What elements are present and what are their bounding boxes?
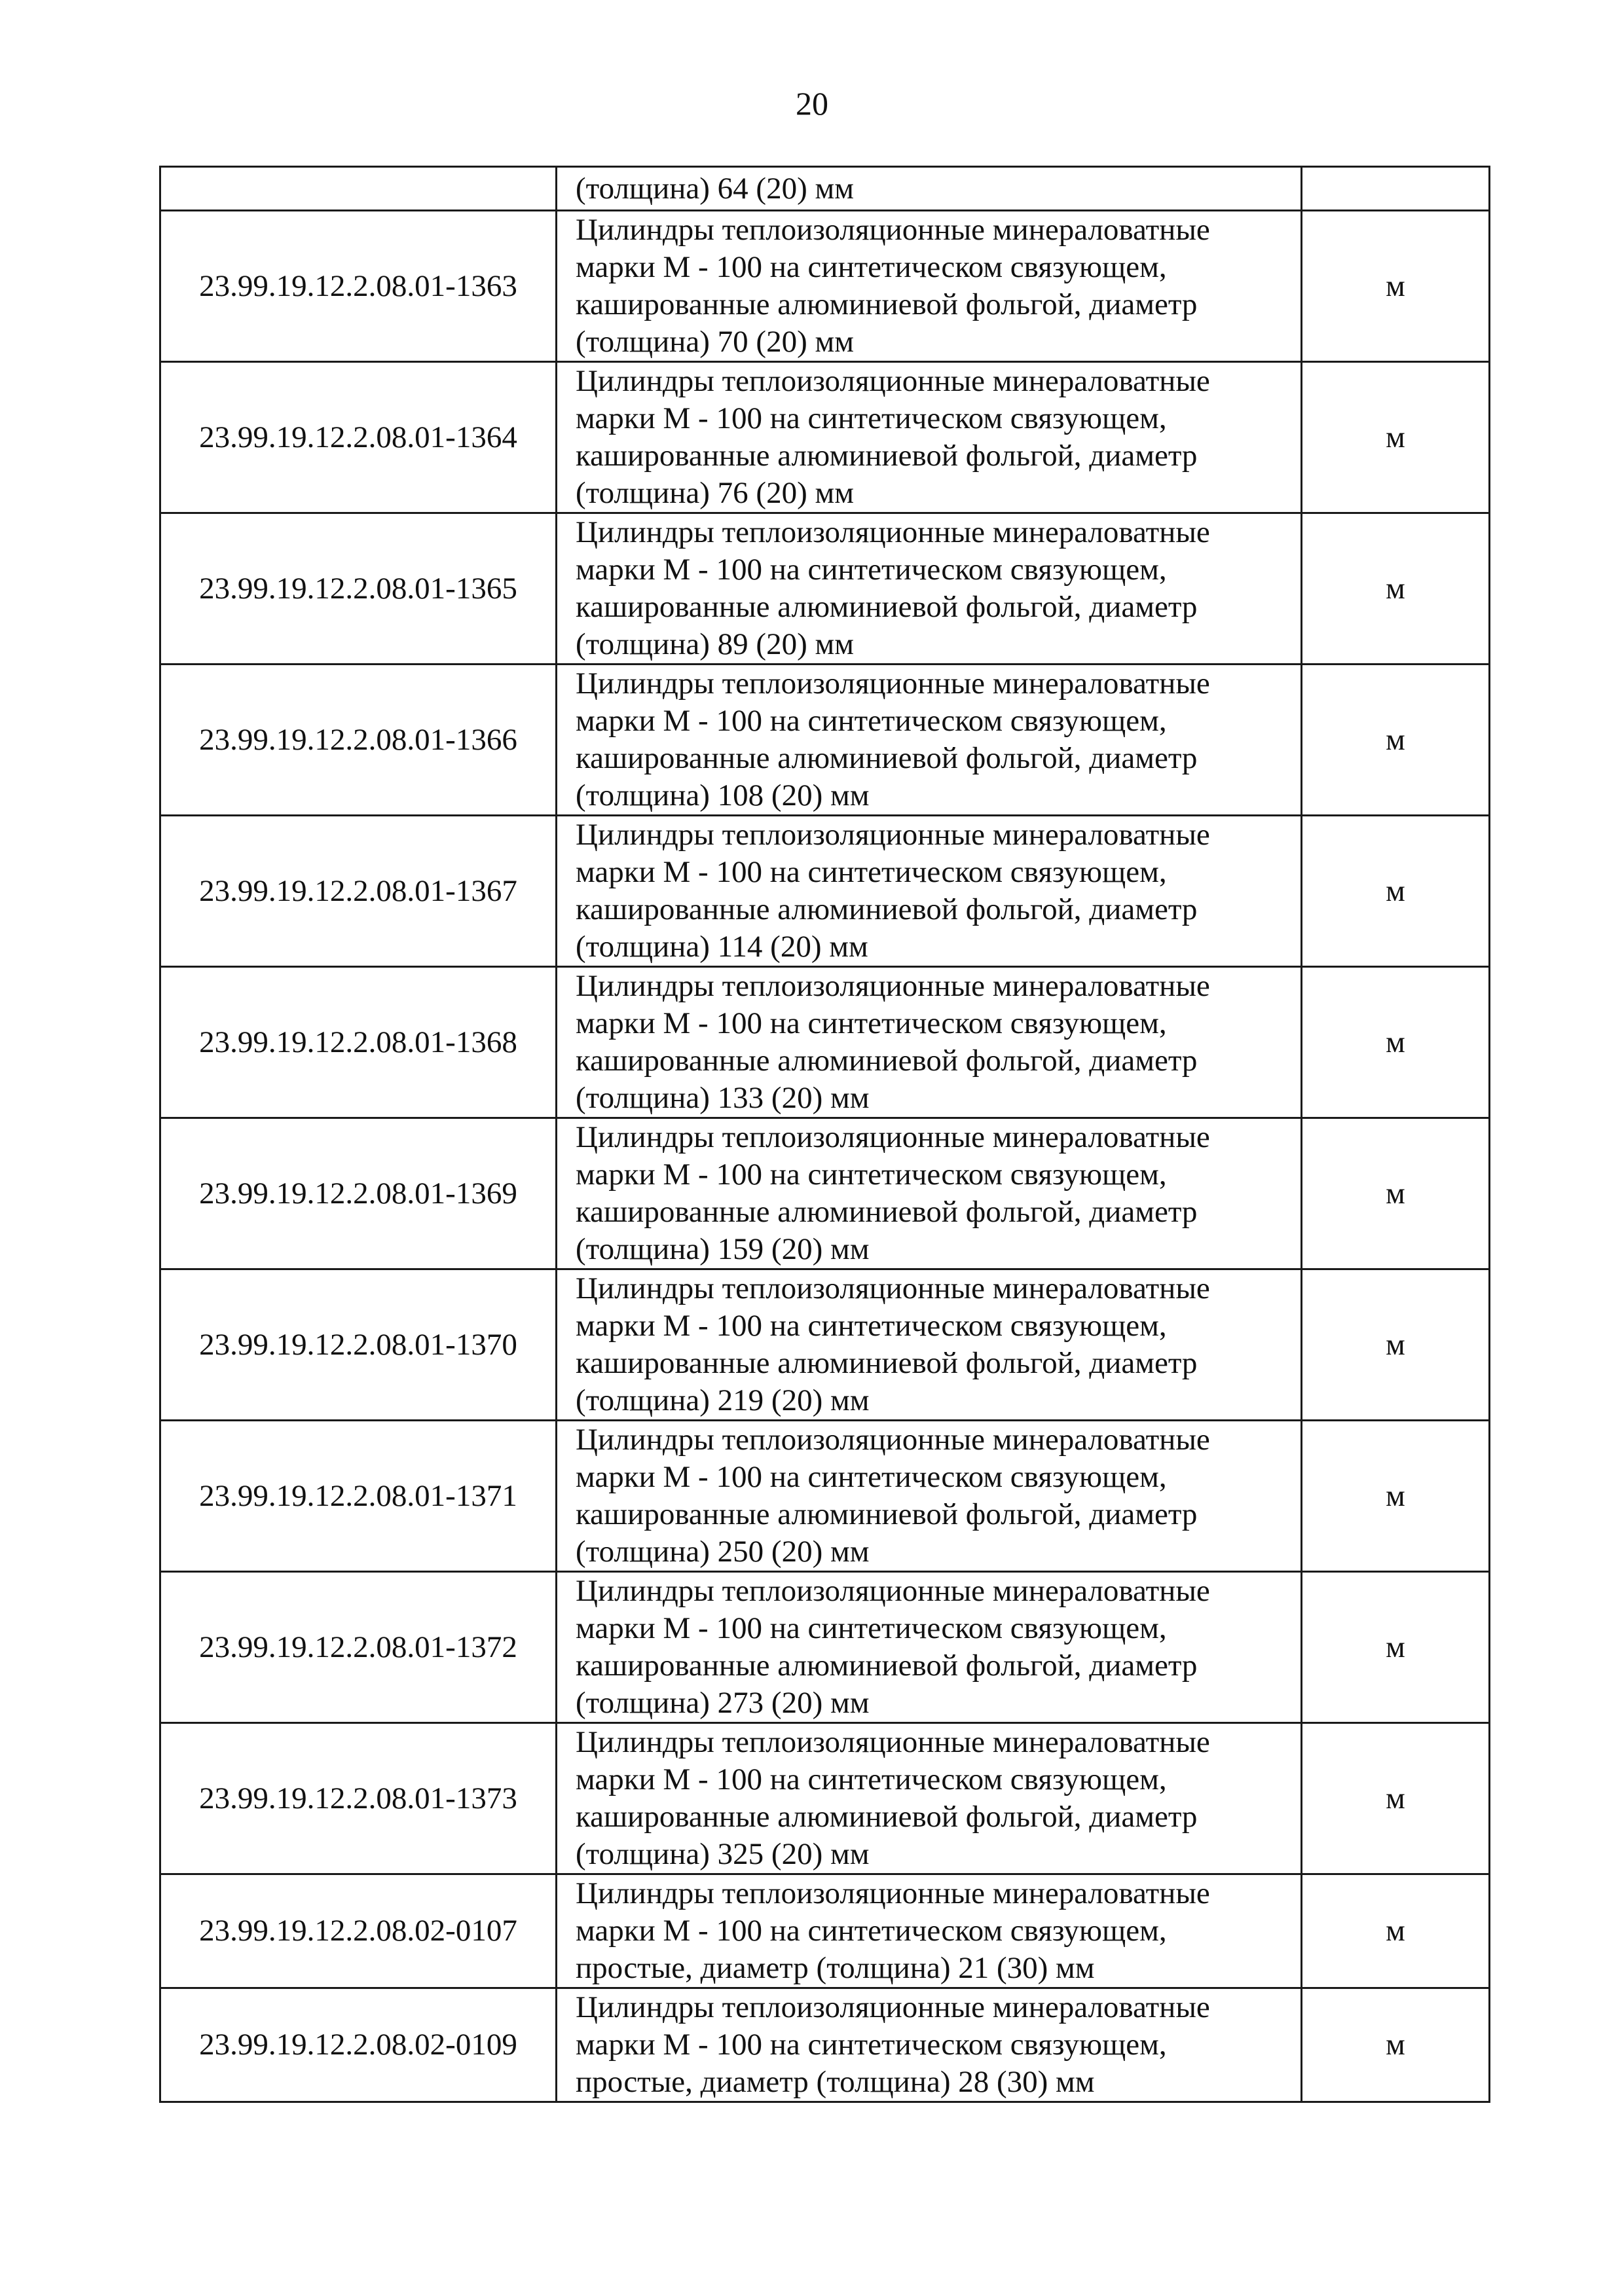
description-line: (толщина) 64 (20) мм	[576, 171, 854, 206]
table-row	[160, 362, 1490, 513]
material-code-cell	[160, 167, 557, 211]
table-row	[160, 1421, 1490, 1572]
description-line: Цилиндры теплоизоляционные минераловатные	[576, 213, 1210, 247]
description-line: марки М - 100 на синтетическом связующем,	[576, 704, 1167, 738]
description-line: Цилиндры теплоизоляционные минераловатные	[576, 1876, 1210, 1910]
description-line: марки М - 100 на синтетическом связующем,	[576, 401, 1167, 435]
description-line: кашированные алюминиевой фольгой, диаметр	[576, 1346, 1198, 1380]
material-description-cell	[557, 1874, 1302, 1988]
description-line: (толщина) 114 (20) мм	[576, 930, 868, 964]
description-line: кашированные алюминиевой фольгой, диаметр	[576, 1649, 1198, 1683]
unit-cell: м	[1302, 1723, 1490, 1874]
description-line: марки М - 100 на синтетическом связующем,	[576, 553, 1167, 587]
material-description-cell	[557, 967, 1302, 1118]
unit-cell: м	[1302, 1572, 1490, 1723]
unit-cell: м	[1302, 1118, 1490, 1269]
material-description-cell	[557, 362, 1302, 513]
page-number: 20	[796, 85, 828, 122]
description-line: Цилиндры теплоизоляционные минераловатные	[576, 1725, 1210, 1759]
material-description-cell	[557, 513, 1302, 665]
table-row	[160, 513, 1490, 665]
description-line: кашированные алюминиевой фольгой, диаметр	[576, 741, 1198, 775]
materials-table-body	[160, 167, 1490, 2102]
description-line: марки М - 100 на синтетическом связующем,	[576, 1611, 1167, 1645]
description-line: кашированные алюминиевой фольгой, диаметр	[576, 892, 1198, 926]
unit-cell: м	[1302, 1269, 1490, 1421]
unit-cell: м	[1302, 513, 1490, 665]
description-line: Цилиндры теплоизоляционные минераловатные	[576, 969, 1210, 1003]
description-line: Цилиндры теплоизоляционные минераловатные	[576, 1271, 1210, 1305]
material-description-cell	[557, 1572, 1302, 1723]
description-line: Цилиндры теплоизоляционные минераловатные	[576, 818, 1210, 852]
material-code-cell: 23.99.19.12.2.08.01-1370	[160, 1269, 557, 1421]
description-line: кашированные алюминиевой фольгой, диаметр	[576, 287, 1198, 321]
table-row	[160, 1572, 1490, 1723]
material-code-cell: 23.99.19.12.2.08.01-1363	[160, 211, 557, 362]
table-row	[160, 967, 1490, 1118]
material-code-cell: 23.99.19.12.2.08.01-1366	[160, 665, 557, 816]
description-line: марки М - 100 на синтетическом связующем,	[576, 1006, 1167, 1040]
unit-cell: м	[1302, 967, 1490, 1118]
description-line: Цилиндры теплоизоляционные минераловатные	[576, 1574, 1210, 1608]
material-code-cell: 23.99.19.12.2.08.01-1369	[160, 1118, 557, 1269]
description-line: простые, диаметр (толщина) 21 (30) мм	[576, 1951, 1095, 1985]
material-description-cell	[557, 816, 1302, 967]
description-line: (толщина) 133 (20) мм	[576, 1081, 870, 1115]
description-line: Цилиндры теплоизоляционные минераловатные	[576, 666, 1210, 701]
material-description-cell	[557, 1118, 1302, 1269]
material-description-cell	[557, 665, 1302, 816]
description-line: (толщина) 89 (20) мм	[576, 627, 854, 661]
description-line: кашированные алюминиевой фольгой, диаметр	[576, 1195, 1198, 1229]
material-code-cell: 23.99.19.12.2.08.01-1371	[160, 1421, 557, 1572]
description-line: простые, диаметр (толщина) 28 (30) мм	[576, 2065, 1095, 2099]
material-description-cell	[557, 1723, 1302, 1874]
material-description-cell	[557, 1421, 1302, 1572]
material-description-cell	[557, 1988, 1302, 2102]
description-line: Цилиндры теплоизоляционные минераловатные	[576, 515, 1210, 549]
description-line: марки М - 100 на синтетическом связующем,	[576, 1914, 1167, 1948]
description-line: марки М - 100 на синтетическом связующем,	[576, 855, 1167, 889]
material-code-cell: 23.99.19.12.2.08.01-1364	[160, 362, 557, 513]
description-line: марки М - 100 на синтетическом связующем,	[576, 250, 1167, 284]
description-line: (толщина) 273 (20) мм	[576, 1686, 870, 1720]
table-row	[160, 211, 1490, 362]
table-row	[160, 665, 1490, 816]
material-code-cell: 23.99.19.12.2.08.02-0107	[160, 1874, 557, 1988]
unit-cell: м	[1302, 1988, 1490, 2102]
description-line: Цилиндры теплоизоляционные минераловатные	[576, 1423, 1210, 1457]
unit-cell: м	[1302, 1421, 1490, 1572]
unit-cell: м	[1302, 1874, 1490, 1988]
material-code-cell: 23.99.19.12.2.08.01-1372	[160, 1572, 557, 1723]
material-description-cell	[557, 1269, 1302, 1421]
unit-cell: м	[1302, 816, 1490, 967]
description-line: (толщина) 70 (20) мм	[576, 325, 854, 359]
description-line: кашированные алюминиевой фольгой, диаметр	[576, 1044, 1198, 1078]
material-code-cell: 23.99.19.12.2.08.02-0109	[160, 1988, 557, 2102]
description-line: (толщина) 250 (20) мм	[576, 1535, 870, 1569]
table-row	[160, 816, 1490, 967]
materials-table	[159, 166, 1490, 2103]
description-line: Цилиндры теплоизоляционные минераловатные	[576, 1120, 1210, 1154]
description-line: Цилиндры теплоизоляционные минераловатные	[576, 1990, 1210, 2024]
table-row	[160, 1723, 1490, 1874]
unit-cell: м	[1302, 665, 1490, 816]
material-description-cell	[557, 211, 1302, 362]
description-line: марки М - 100 на синтетическом связующем,	[576, 1460, 1167, 1494]
description-line: марки М - 100 на синтетическом связующем,	[576, 1762, 1167, 1796]
table-row	[160, 1988, 1490, 2102]
description-line: (толщина) 325 (20) мм	[576, 1837, 870, 1871]
description-line: (толщина) 159 (20) мм	[576, 1232, 870, 1266]
material-code-cell: 23.99.19.12.2.08.01-1365	[160, 513, 557, 665]
description-line: марки М - 100 на синтетическом связующем,	[576, 1157, 1167, 1192]
unit-cell: м	[1302, 211, 1490, 362]
unit-cell: м	[1302, 362, 1490, 513]
unit-cell	[1302, 167, 1490, 211]
material-code-cell: 23.99.19.12.2.08.01-1368	[160, 967, 557, 1118]
description-line: кашированные алюминиевой фольгой, диаметр	[576, 1497, 1198, 1531]
description-line: Цилиндры теплоизоляционные минераловатные	[576, 364, 1210, 398]
description-line: кашированные алюминиевой фольгой, диаметр	[576, 439, 1198, 473]
table-row	[160, 1874, 1490, 1988]
description-line: (толщина) 108 (20) мм	[576, 778, 870, 812]
description-line: марки М - 100 на синтетическом связующем,	[576, 1309, 1167, 1343]
material-code-cell: 23.99.19.12.2.08.01-1367	[160, 816, 557, 967]
table-row	[160, 1269, 1490, 1421]
table-row	[160, 1118, 1490, 1269]
description-line: кашированные алюминиевой фольгой, диаметр	[576, 590, 1198, 624]
description-line: (толщина) 219 (20) мм	[576, 1383, 870, 1417]
table-row	[160, 167, 1490, 211]
material-code-cell: 23.99.19.12.2.08.01-1373	[160, 1723, 557, 1874]
description-line: кашированные алюминиевой фольгой, диаметр	[576, 1800, 1198, 1834]
description-line: (толщина) 76 (20) мм	[576, 476, 854, 510]
description-line: марки М - 100 на синтетическом связующем,	[576, 2028, 1167, 2062]
material-description-cell	[557, 167, 1302, 211]
